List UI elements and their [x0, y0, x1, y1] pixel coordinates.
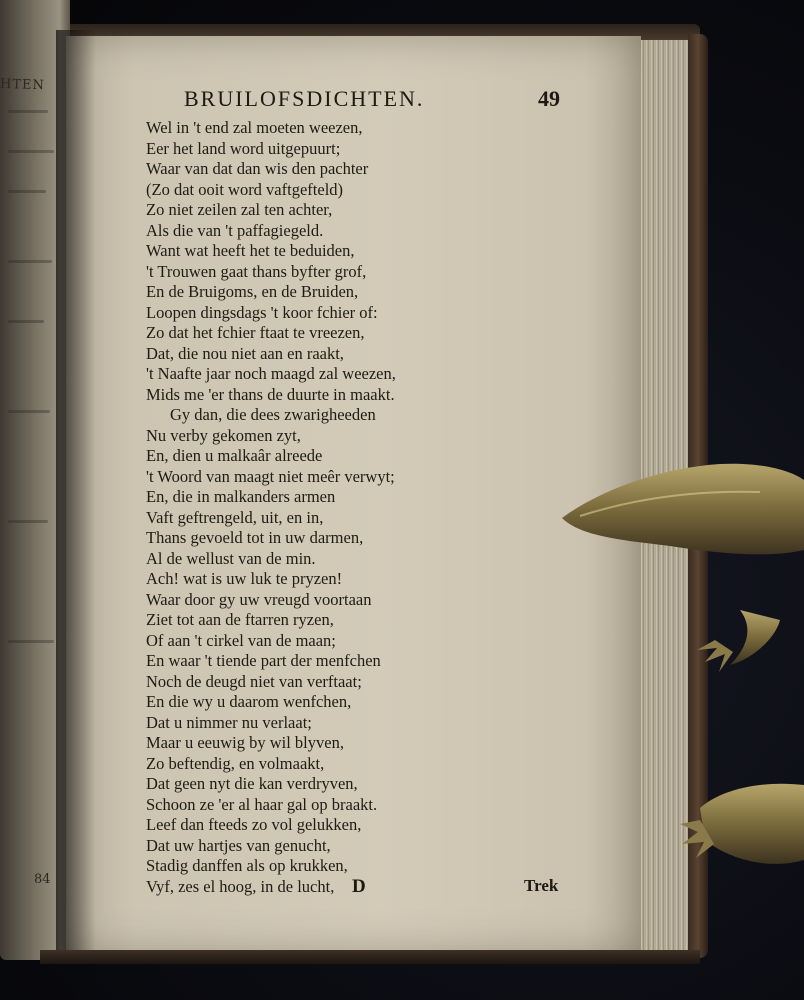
left-page-footer-number: 84 [34, 872, 51, 887]
verse-line: En die wy u daarom wenfchen, [146, 692, 352, 711]
verse-line: Gy dan, die dees zwarigheeden [170, 405, 376, 424]
verse-line: Dat geen nyt die kan verdryven, [146, 774, 358, 793]
verse-line: En, die in malkanders armen [146, 487, 336, 506]
page-number: 49 [538, 86, 560, 111]
verse-line: Zo beftendig, en volmaakt, [146, 753, 325, 773]
left-page-running-head-fragment: HTEN [0, 76, 46, 94]
verse-line: Mids me 'er thans de duurte in maakt. [146, 384, 395, 404]
verse-line: Dat, die nou niet aan en raakt, [146, 343, 344, 363]
verse-line: Nu verby gekomen zyt, [146, 425, 301, 445]
book-cover-bottom-edge [40, 950, 700, 964]
verse-line: Want wat heeft het te beduiden, [146, 241, 355, 260]
verse-line: Zo dat het fchier ftaat te vreezen, [146, 323, 365, 342]
verse-line: (Zo dat ooit word vaftgefteld) [146, 179, 344, 199]
verse-line: Schoon ze 'er al haar gal op braakt. [146, 794, 378, 814]
verse-line: Thans gevoeld tot in uw darmen, [146, 528, 364, 547]
verse-line: Al de wellust van de min. [146, 548, 316, 568]
verse-line: Of aan 't cirkel van de maan; [146, 630, 336, 650]
brass-page-weight-icon [540, 340, 804, 920]
running-head: BRUILOFSDICHTEN. [184, 86, 425, 111]
verse-line: 't Naafte jaar noch maagd zal weezen, [146, 364, 396, 383]
verse-line: Ziet tot aan de ftarren ryzen, [146, 610, 334, 629]
signature-mark: D [352, 876, 366, 897]
verse-line: Als die van 't paffagiegeld. [146, 220, 324, 240]
verse-line: Maar u eeuwig by wil blyven, [146, 733, 344, 752]
catchword: Trek [524, 876, 559, 895]
verse-line: Dat uw hartjes van genucht, [146, 835, 331, 855]
verse-line: Dat u nimmer nu verlaat; [146, 712, 312, 732]
verse-line: Waar door gy uw vreugd voortaan [146, 589, 372, 609]
verse-line: Loopen dingsdags 't koor fchier of: [146, 302, 378, 322]
verse-line: 't Trouwen gaat thans byfter grof, [146, 261, 367, 281]
verse-line: Noch de deugd niet van verftaat; [146, 671, 362, 691]
poem-text [146, 118, 496, 897]
verse-line: Zo niet zeilen zal ten achter, [146, 200, 333, 219]
verse-line: Vaft geftrengeld, uit, en in, [146, 507, 324, 527]
verse-line: En, dien u malkaâr alreede [146, 446, 323, 465]
verse-line: Stadig danffen als op krukken, [146, 856, 348, 875]
verse-line: Ach! wat is uw luk te pryzen! [146, 569, 343, 588]
verse-line: 't Woord van maagt niet meêr verwyt; [146, 466, 395, 486]
verse-line: Wel in 't end zal moeten weezen, [146, 118, 363, 137]
verse-line: Leef dan fteeds zo vol gelukken, [146, 815, 362, 834]
gutter-shadow [56, 30, 96, 960]
verse-line: En de Bruigoms, en de Bruiden, [146, 282, 359, 301]
verse-line: En waar 't tiende part der menfchen [146, 651, 381, 670]
verse-line: Eer het land word uitgepuurt; [146, 138, 341, 158]
verse-line: Vyf, zes el hoog, in de lucht, [146, 876, 335, 896]
verse-line: Waar van dat dan wis den pachter [146, 159, 369, 178]
